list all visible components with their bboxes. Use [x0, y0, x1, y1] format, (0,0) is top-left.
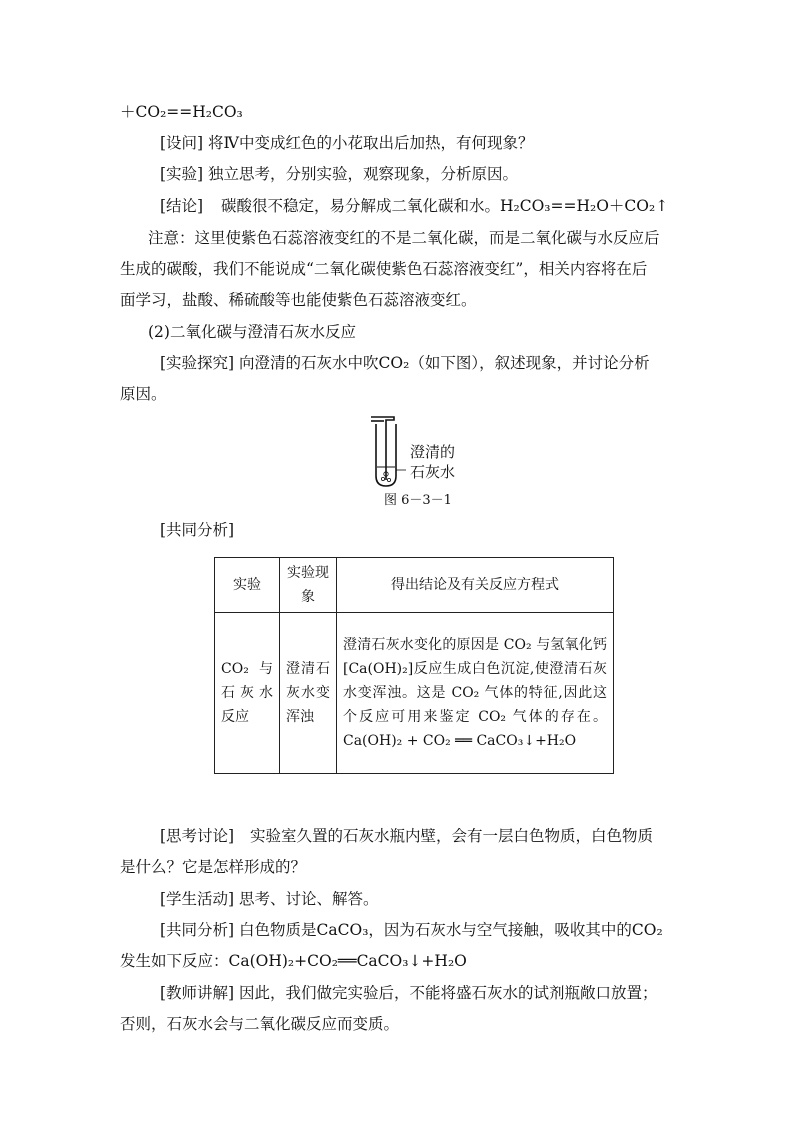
section-tag: [设问]	[160, 134, 204, 152]
paragraph-text: 将Ⅳ中变成红色的小花取出后加热，有何现象？	[208, 134, 534, 152]
paragraph-text: 思考、讨论、解答。	[239, 890, 379, 908]
paragraph-text: 原因。	[120, 385, 167, 403]
paragraph-text: 注意：这里使紫色石蕊溶液变红的不是二氧化碳，而是二氧化碳与水反应后	[148, 229, 660, 247]
section-tag: [思考讨论]	[160, 827, 235, 845]
subheading	[148, 321, 356, 343]
experiment-line	[160, 163, 518, 185]
inquiry-line-2	[120, 383, 167, 405]
paragraph-text: 因此，我们做完实验后，不能将盛石灰水的试剂瓶敞口放置；	[239, 984, 658, 1002]
section-tag: [实验]	[160, 165, 204, 183]
paragraph-text: 否则，石灰水会与二氧化碳反应而变质。	[120, 1015, 400, 1033]
note-line-3	[120, 289, 477, 311]
paragraph-text: 实验室久置的石灰水瓶内壁，会有一层白色物质，白色物质	[249, 827, 653, 845]
joint-analysis-line-2	[120, 950, 467, 972]
joint-analysis-line	[160, 919, 663, 941]
paragraph-text: 是什么？它是怎样形成的？	[120, 858, 307, 876]
figure-label: 石灰水	[410, 463, 456, 481]
section-tag: [实验探究]	[160, 354, 235, 372]
analysis-heading	[160, 519, 234, 541]
table-cell: 澄清石灰水变浑浊	[280, 613, 337, 774]
subheading-text: (2)二氧化碳与澄清石灰水反应	[148, 323, 356, 341]
table-cell: CO₂ 与石灰水反应	[215, 613, 280, 774]
table-header-cell: 得出结论及有关反应方程式	[337, 558, 614, 613]
teacher-line	[160, 982, 658, 1004]
inquiry-line	[160, 352, 650, 374]
section-tag: [教师讲解]	[160, 984, 235, 1002]
paragraph-text: 面学习，盐酸、稀硫酸等也能使紫色石蕊溶液变红。	[120, 291, 477, 309]
note-line-1	[148, 227, 660, 249]
section-tag: [学生活动]	[160, 890, 235, 908]
equation-line	[120, 101, 243, 123]
figure-caption: 图 6－3－1	[384, 493, 452, 508]
table-header-cell: 实验现象	[280, 558, 337, 613]
paragraph-text: 碳酸很不稳定，易分解成二氧化碳和水。H₂CO₃==H₂O＋CO₂↑	[220, 197, 669, 215]
equation-text: ＋CO₂==H₂CO₃	[120, 103, 243, 121]
section-tag: [共同分析]	[160, 521, 235, 539]
figure-label: 澄清的	[410, 443, 456, 461]
discussion-line	[160, 825, 653, 847]
paragraph-text: 发生如下反应：Ca(OH)₂+CO₂══CaCO₃↓+H₂O	[120, 952, 467, 970]
section-tag: [共同分析]	[160, 921, 235, 939]
question-line	[160, 132, 534, 154]
section-tag: [结论]	[160, 197, 204, 215]
paragraph-text: 向澄清的石灰水中吹CO₂（如下图），叙述现象，并讨论分析	[239, 354, 650, 372]
discussion-line-2	[120, 856, 306, 878]
table-cell: 澄清石灰水变化的原因是 CO₂ 与氢氧化钙[Ca(OH)₂]反应生成白色沉淀,使澄清石灰水变浑浊。这是 CO₂ 气体的特征,因此这个反应可用来鉴定 CO₂ 气体的存在。Ca(OH)₂ + CO₂ ══ CaCO₃↓+H₂O	[337, 613, 614, 774]
paragraph-text: 生成的碳酸，我们不能说成“二氧化碳使紫色石蕊溶液变红”，相关内容将在后	[120, 260, 648, 278]
conclusion-line	[160, 195, 668, 217]
paragraph-text: 白色物质是CaCO₃，因为石灰水与空气接触，吸收其中的CO₂	[239, 921, 663, 939]
note-line-2	[120, 258, 647, 280]
table-header-row	[215, 558, 614, 613]
teacher-line-2	[120, 1013, 399, 1035]
table-header-cell: 实验	[215, 558, 280, 613]
table-row	[215, 613, 614, 774]
paragraph-text: 独立思考，分别实验，观察现象，分析原因。	[208, 165, 519, 183]
analysis-table	[214, 557, 614, 774]
student-activity-line	[160, 888, 379, 910]
